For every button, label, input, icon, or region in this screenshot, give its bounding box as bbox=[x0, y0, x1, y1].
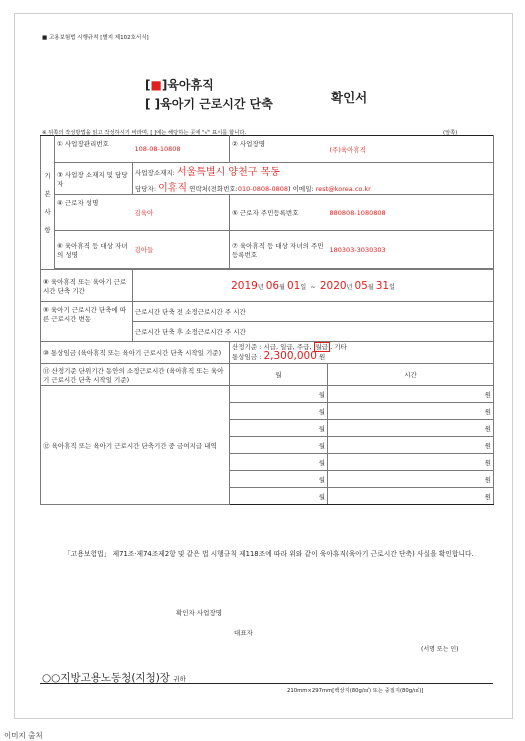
worker-name-value: 김육아 bbox=[133, 195, 230, 231]
phone-value: 010-0808-0808 bbox=[237, 184, 289, 193]
child-rrn-value: 180303-3030303 bbox=[328, 231, 494, 269]
payment-row: ⑫ 육아휴직 또는 육아기 근로시간 단축기간 중 금여지급 내역 월 원 bbox=[41, 386, 494, 403]
workplace-name-label: ② 사업장명 bbox=[230, 136, 328, 163]
workplace-no-value: 108-08-10808 bbox=[133, 136, 230, 163]
payments-label: ⑫ 육아휴직 또는 육아기 근로시간 단축기간 중 금여지급 내역 bbox=[41, 386, 230, 505]
office-name: ○○지방고용노동청(지청)장 귀하 bbox=[42, 672, 186, 684]
paper-spec: 210mm×297mm[백상지(80g/㎡) 또는 중질지(80g/㎡)] bbox=[287, 688, 424, 694]
form-number: ■ 고용보험법 시행규칙 [별지 제102호서식] bbox=[42, 35, 149, 41]
instruction-note: ※ 뒤쪽의 작성방법을 읽고 작성하시기 바라며, [ ]에는 해당하는 곳에 "√" 표시를 합니다. bbox=[42, 130, 247, 136]
row-period bbox=[41, 270, 494, 302]
payment-row: 월 원 bbox=[41, 454, 494, 471]
wage-value: 산정기준 : 시급, 일급, 주급, 월급 , 기타 통상임금 : 2,300,000 원 bbox=[230, 342, 494, 364]
title-confirmation: 확인서 bbox=[331, 90, 368, 105]
statement: 「고용보험법」 제71조·제74조제2항 및 같은 법 시행규칙 제118조에 따라 위와 같이 육아휴직(육아기 근로시간 단축) 사실을 확인합니다. bbox=[64, 550, 474, 558]
period-label: ⑧ 육아휴직 또는 육아기 근로시간 단축 기간 bbox=[41, 270, 133, 302]
row-hours-before bbox=[41, 302, 494, 322]
wage-basis-selected: 월급 bbox=[315, 343, 329, 351]
email-value: rest@korea.co.kr bbox=[315, 184, 371, 193]
child-name-label: ⑥ 육아휴직 등 대상 자녀의 성명 bbox=[55, 231, 133, 269]
title-leave: ]육아휴직 bbox=[161, 78, 214, 92]
address-line: 사업장소재지: 서울특별시 양천구 목동 bbox=[133, 163, 494, 179]
hours-before: 근로시간 단축 전 소정근로시간 주 시간 bbox=[133, 302, 494, 322]
weekly-hours-unit: 시간 bbox=[328, 364, 494, 386]
caption-outside: 이미지 출처 bbox=[4, 731, 43, 740]
basic-info-label: 기 본 사 항 bbox=[41, 136, 55, 270]
representative-label: 대표자 bbox=[234, 629, 253, 637]
title-line-1 bbox=[145, 76, 214, 93]
worker-name-label: ④ 근로자 성명 bbox=[55, 195, 133, 231]
row-wage bbox=[41, 342, 494, 364]
row-weekly-hours bbox=[41, 364, 494, 386]
page-side: (앞쪽) bbox=[443, 130, 458, 136]
title-line-2: [ ]육아기 근로시간 단축 bbox=[145, 97, 273, 111]
worker-rrn-value: 880808-1080808 bbox=[328, 195, 494, 231]
child-rrn-label: ⑦ 육아휴직 등 대상 자녀의 주민등록번호 bbox=[230, 231, 328, 269]
weekly-hours-month: 월 bbox=[230, 364, 328, 386]
manager-line: 담당자: 이휴직 연락처(전화번호:010-0808-0808) 이메일: rest@korea.co.kr bbox=[133, 179, 494, 195]
workplace-name-value: (주)육아휴직 bbox=[328, 136, 494, 163]
wage-label: ⑩ 통상임금 (육아휴직 또는 육아기 근로시간 단축 시작일 기준) bbox=[41, 342, 230, 364]
signature-label: (서명 또는 인) bbox=[421, 646, 459, 653]
divider bbox=[40, 683, 493, 684]
payment-row: 월 원 bbox=[41, 471, 494, 488]
row-address bbox=[41, 163, 494, 179]
worker-rrn-label: ⑤ 근로자 주민등록번호 bbox=[230, 195, 328, 231]
period-value: 2019년 06월 01일 ~ 2020년 05월 31일 bbox=[133, 270, 494, 302]
payment-row: 월 원 bbox=[41, 403, 494, 420]
confirmation-table bbox=[40, 135, 494, 505]
weekly-hours-label: ⑪ 산정기준 단위기간 동안의 소정근로시간 (육아휴직 또는 육아기 근로시간 단축 시작일 기준) bbox=[41, 364, 230, 386]
child-name-value: 김아들 bbox=[133, 231, 230, 269]
row-workplace bbox=[41, 136, 494, 163]
row-worker bbox=[41, 195, 494, 231]
address-label: ③ 사업장 소재지 및 담당자 bbox=[55, 163, 133, 195]
payment-row: 월 원 bbox=[41, 488, 494, 505]
payment-row: 월 원 bbox=[41, 437, 494, 454]
workplace-no-label: ① 사업장관리번호 bbox=[55, 136, 133, 163]
hours-change-label: ⑨ 육아기 근로시간 단축에 따른 근로시간 변동 bbox=[41, 302, 133, 342]
row-child bbox=[41, 231, 494, 269]
manager-value: 이휴직 bbox=[158, 182, 188, 194]
title-check-mark: ■ bbox=[150, 78, 162, 92]
address-value: 서울특별시 양천구 목동 bbox=[176, 167, 280, 179]
confirmer-label: 확인자 사업장명 bbox=[176, 609, 223, 617]
title-bracket-open: [ bbox=[145, 78, 151, 92]
payment-row: 월 원 bbox=[41, 420, 494, 437]
hours-after: 근로시간 단축 후 소정근로시간 주 시간 bbox=[133, 322, 494, 342]
wage-amount: 2,300,000 bbox=[263, 350, 317, 362]
